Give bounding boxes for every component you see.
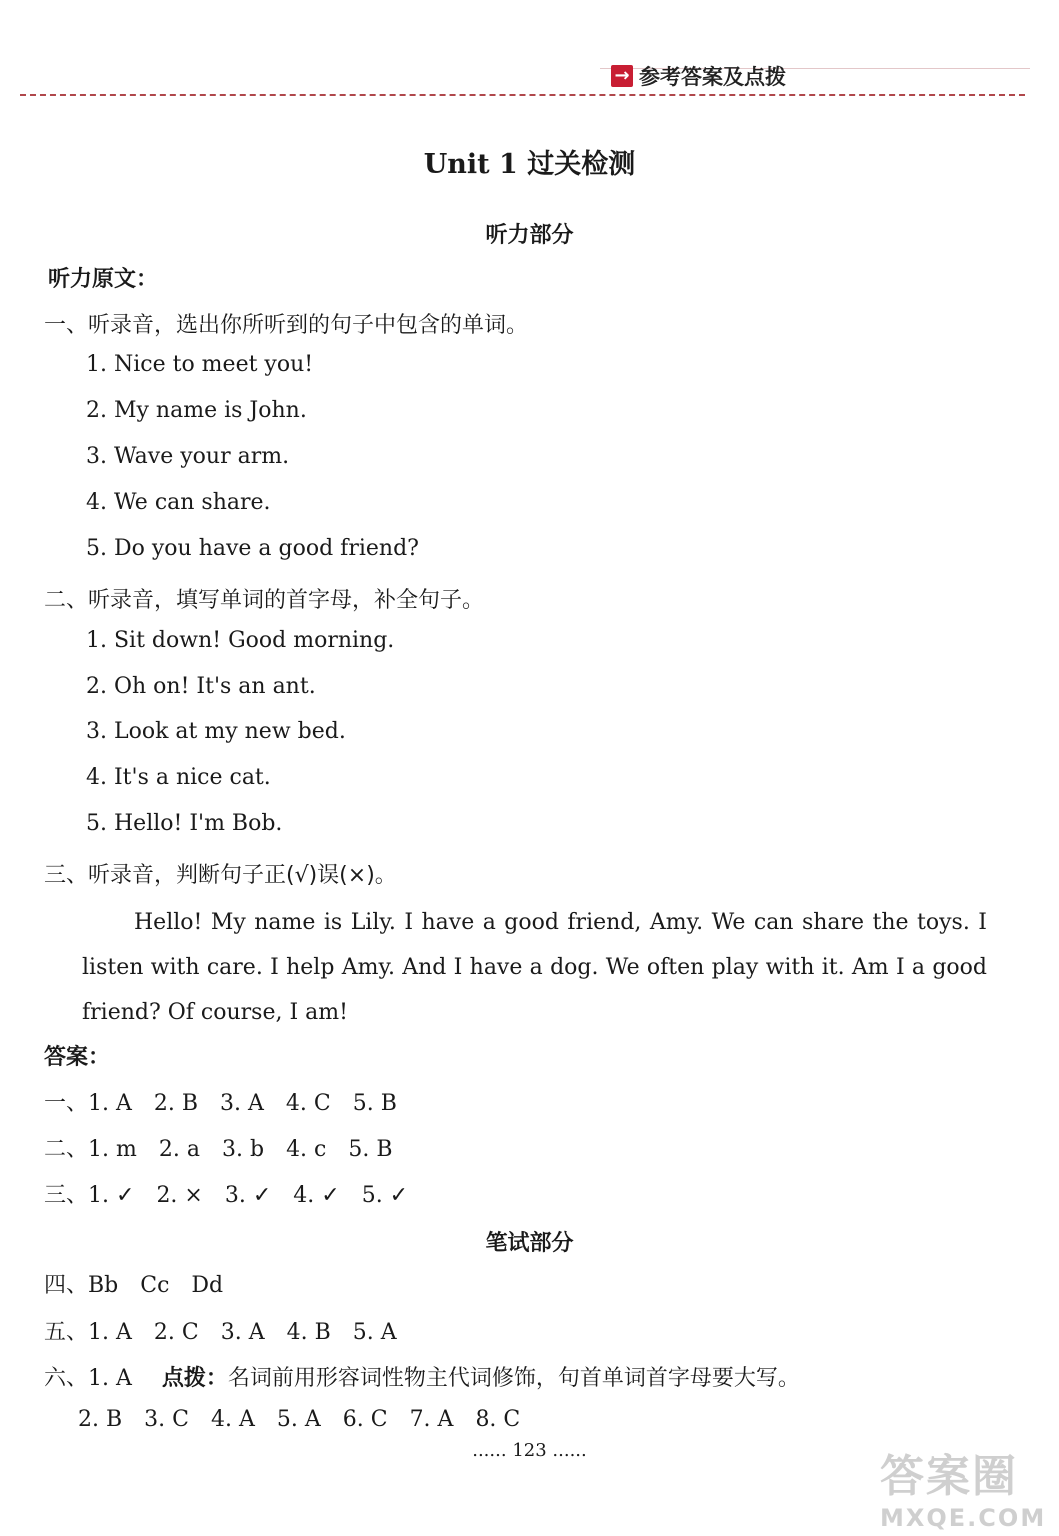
part1-item: 2. My name is John. [86,398,307,423]
answer-row-6b [78,1407,542,1432]
listening-section-title: 听力部分 [485,223,574,248]
answer-item: 6. C [342,1407,388,1432]
answer-item: 3. A [220,1091,264,1116]
written-section-title: 笔试部分 [485,1231,574,1256]
answer-item: 4. c [286,1137,327,1162]
answer-row-prefix: 五、 [44,1320,89,1345]
answer-item: 7. A [409,1407,454,1432]
part1-heading: 一、听录音，选出你所听到的句子中包含的单词。 [44,313,529,338]
watermark-logo: 答案圈 [880,1451,1018,1502]
answer-item: 3. b [221,1137,265,1162]
part2-heading: 二、听录音，填写单词的首字母，补全句子。 [44,588,485,613]
answer-item: 2. × [156,1183,203,1208]
answer-item: 4. ✓ [293,1183,340,1208]
answer-item: 3. A [220,1320,265,1345]
tip-text: 名词前用形容词性物主代词修饰，句首单词首字母要大写。 [227,1366,800,1391]
part2-item: 3. Look at my new bed. [86,719,346,744]
answer-item: 2. C [153,1320,199,1345]
answer-row-2 [44,1132,415,1163]
answer-row-prefix: 二、 [44,1137,89,1162]
header-label-text: 参考答案及点拨 [639,65,786,89]
answer-item: 1. A [88,1091,132,1116]
part1-item: 4. We can share. [86,490,271,515]
page-number-value: 123 [512,1440,547,1461]
answers-heading: 答案： [44,1045,111,1070]
answer-item: 5. A [276,1407,321,1432]
answer-item: 4. B [286,1320,331,1345]
answer-item: 8. C [475,1407,521,1432]
header-dashed-rule [20,94,1025,96]
answer-row-prefix: 一、 [44,1091,89,1116]
answer-item: 3. C [144,1407,189,1432]
part1-item: 5. Do you have a good friend? [86,536,419,561]
answer-row-prefix: 四、 [44,1273,89,1298]
page-number-dots: ...... [552,1440,587,1461]
answer-row-prefix: 三、 [44,1183,89,1208]
arrow-right-icon: → [611,65,633,87]
answer-item: 1. ✓ [88,1183,135,1208]
part1-item: 3. Wave your arm. [86,444,290,469]
answer-item: 1. A [88,1320,132,1345]
answer-item: Dd [191,1273,224,1298]
page-number-dots: ...... [472,1440,507,1461]
answer-item: Bb [88,1273,119,1298]
page-title: Unit 1 过关检测 [423,149,636,180]
watermark-url: MXQE.COM [880,1504,1047,1532]
watermark [880,1440,1050,1530]
header-label [611,62,786,90]
answer-item: 3. ✓ [224,1183,272,1208]
answer-row-5 [44,1315,419,1346]
answer-row-6 [44,1361,800,1392]
part3-heading: 三、听录音，判断句子正(√)误(×)。 [44,863,397,888]
answer-row-4 [44,1268,245,1299]
answer-item: 5. B [352,1091,397,1116]
answer-item: 4. C [285,1091,331,1116]
part2-item: 4. It's a nice cat. [86,765,271,790]
answer-item: 2. B [153,1091,199,1116]
answer-item: 5. A [352,1320,397,1345]
answer-row-3 [44,1178,430,1209]
part2-item: 5. Hello! I'm Bob. [86,811,283,836]
answer-item: 2. B [78,1407,123,1432]
part2-item: 1. Sit down! Good morning. [86,628,395,653]
answer-item: 1. A [88,1366,132,1391]
script-heading: 听力原文： [48,267,159,292]
answer-item: 5. ✓ [361,1183,409,1208]
answer-item: 4. A [210,1407,255,1432]
part3-passage: Hello! My name is Lily. I have a good friend, Amy. We can share the toys. I listen with care. I help Amy. And I have a dog. We often play with it. Am I a good friend? Of course, I am! [82,910,987,1025]
answer-item: 1. m [88,1137,137,1162]
tip-label: 点拨： [161,1366,228,1391]
part1-item: 1. Nice to meet you! [86,352,314,377]
answer-row-1 [44,1086,419,1117]
answer-item: Cc [140,1273,170,1298]
part2-item: 2. Oh on! It's an ant. [86,674,316,699]
answer-row-prefix: 六、 [44,1366,89,1391]
answer-item: 5. B [348,1137,393,1162]
answer-item: 2. a [158,1137,200,1162]
